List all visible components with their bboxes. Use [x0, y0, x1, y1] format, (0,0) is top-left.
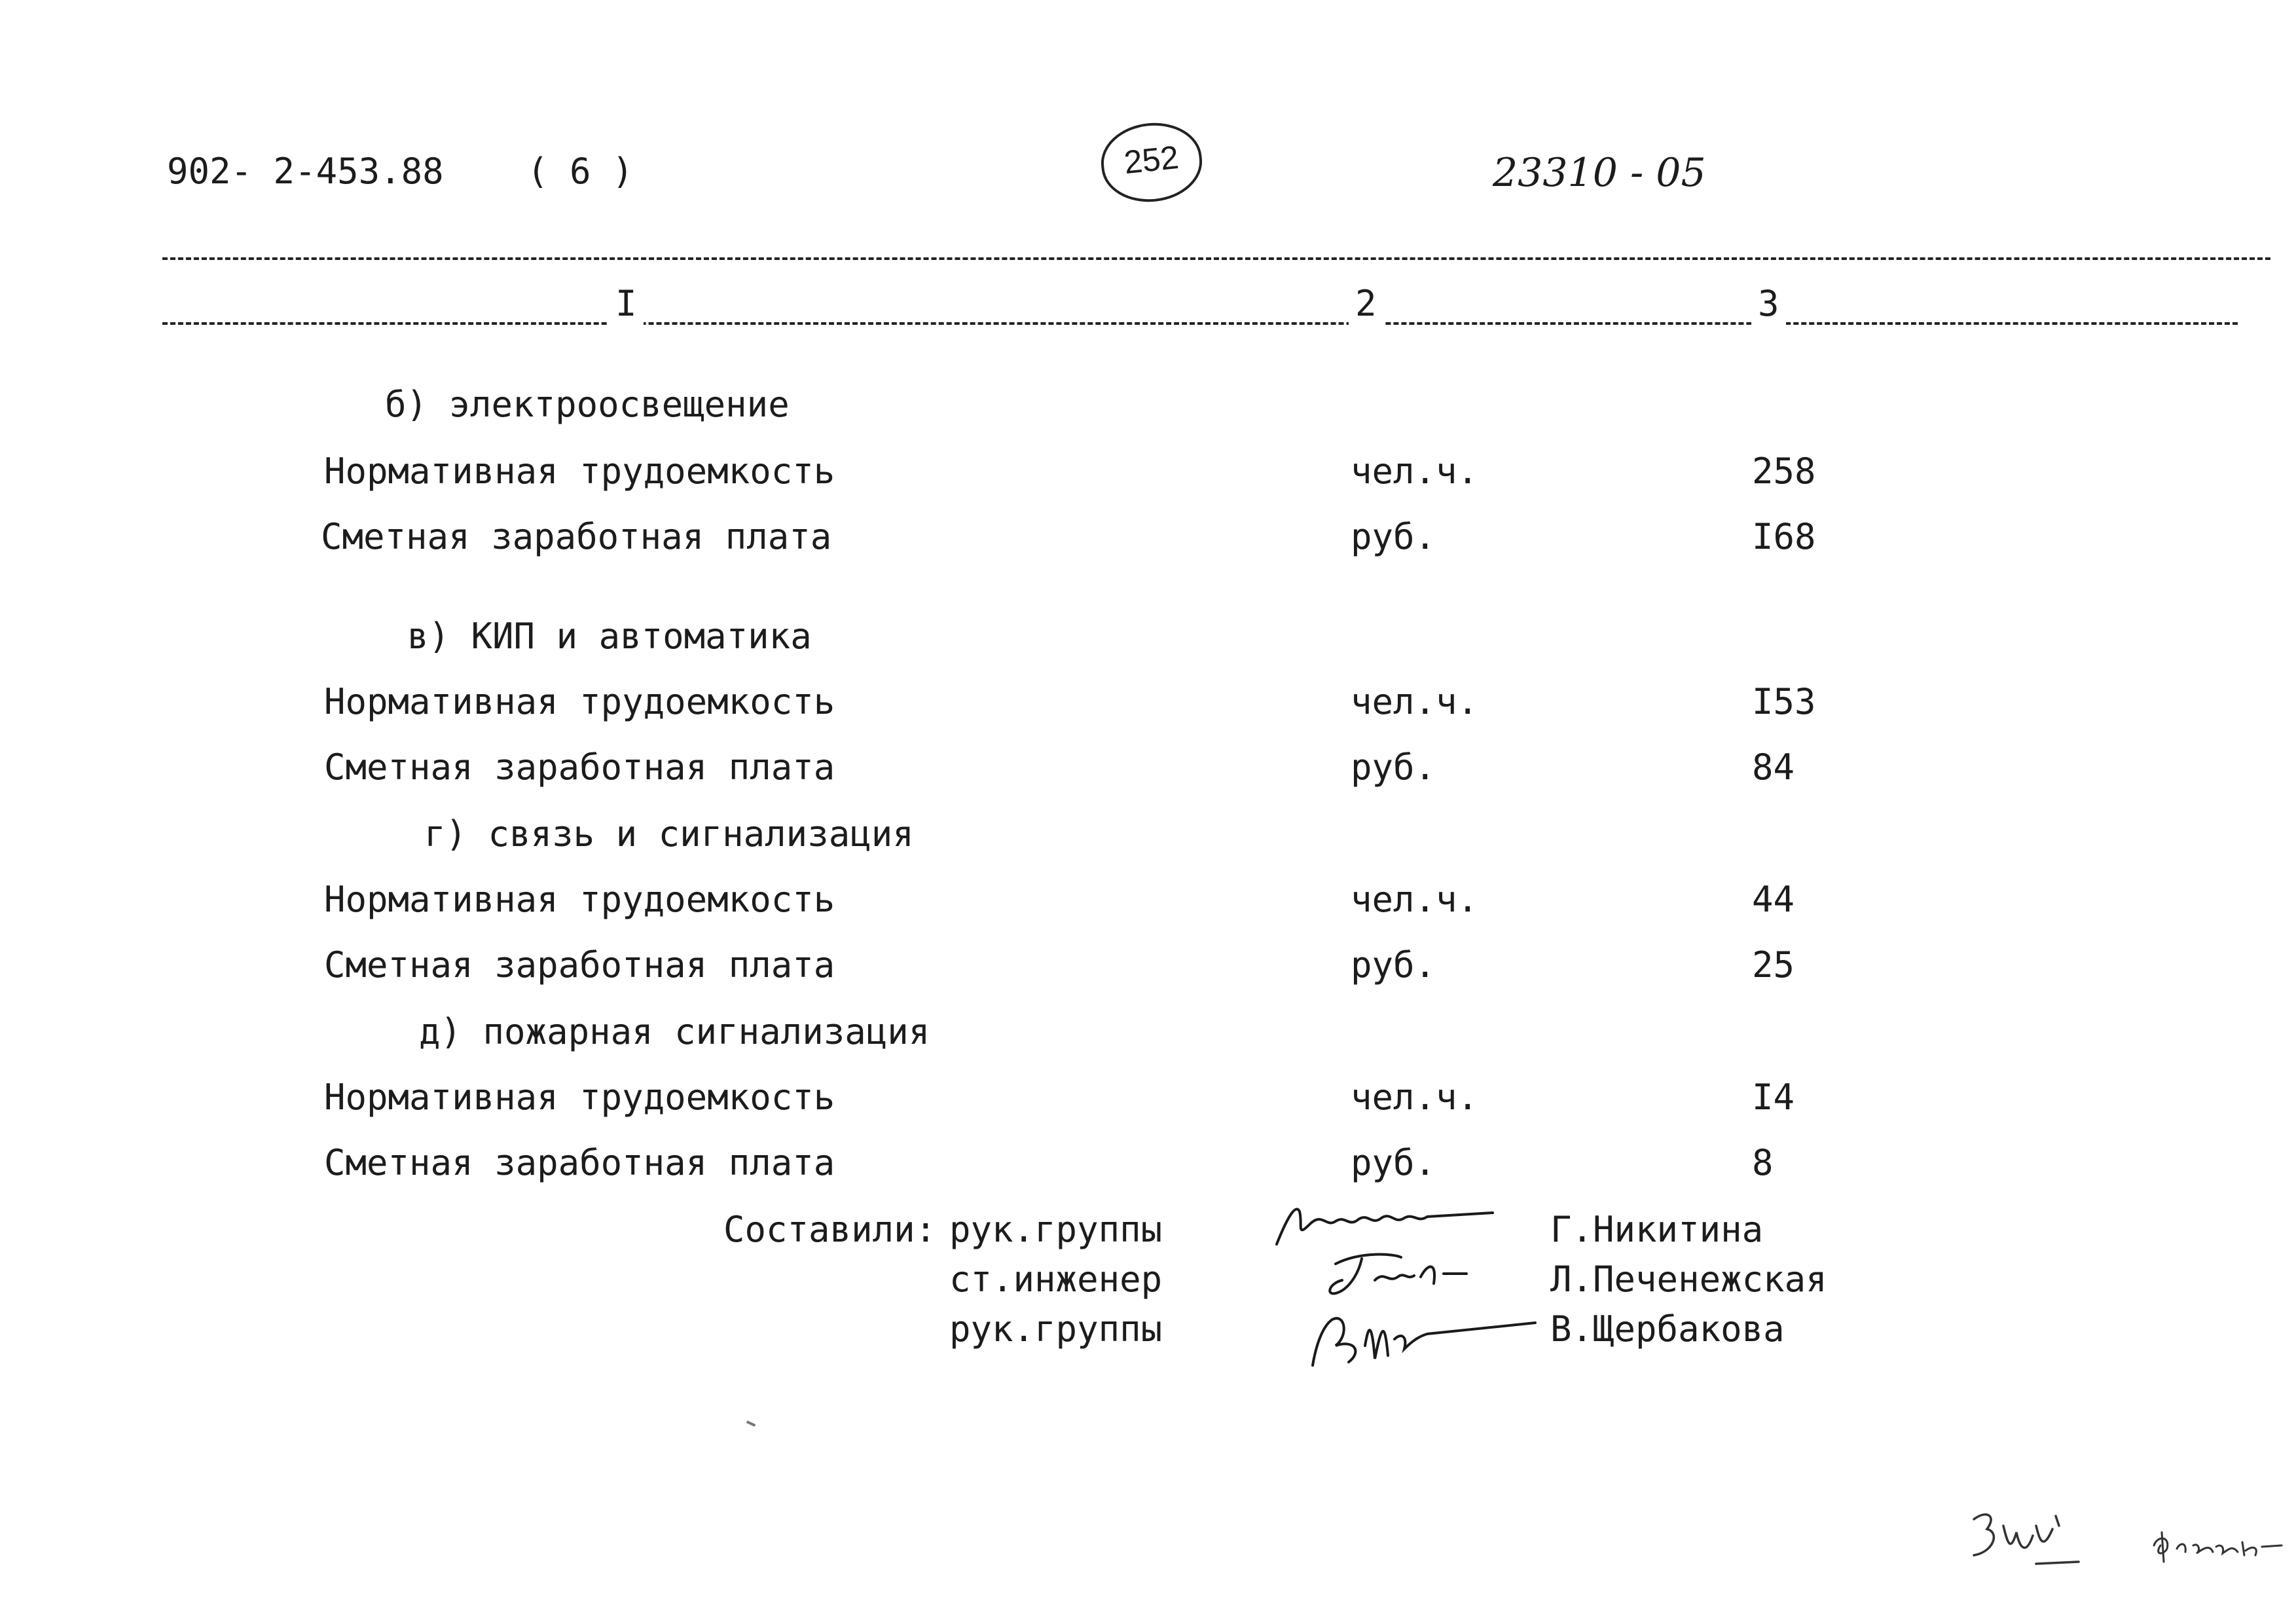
- compiler-name: Г.Никитина: [1550, 1209, 1764, 1250]
- column-header-3: 3: [1751, 283, 1786, 325]
- row-value: 84: [1752, 747, 1795, 788]
- row-name: Сметная заработная плата: [324, 1142, 835, 1183]
- section-title: б) электроосвещение: [385, 384, 790, 425]
- row-name: Сметная заработная плата: [321, 516, 832, 557]
- handwritten-initials: [1958, 1500, 2095, 1578]
- inventory-number: 23310 - 05: [1493, 150, 1706, 196]
- row-name: Сметная заработная плата: [324, 944, 835, 986]
- signature-2: [1322, 1244, 1480, 1303]
- row-unit: чел.ч.: [1351, 1077, 1479, 1118]
- document-part: ( 6 ): [527, 151, 634, 192]
- scan-speck: [746, 1420, 756, 1427]
- row-unit: чел.ч.: [1351, 451, 1479, 492]
- row-value: 258: [1752, 451, 1816, 492]
- row-value: 25: [1752, 944, 1795, 986]
- row-unit: руб.: [1351, 944, 1436, 986]
- row-value: I4: [1752, 1077, 1795, 1118]
- compiler-role: ст.инженер: [949, 1259, 1163, 1300]
- row-value: I53: [1752, 681, 1816, 722]
- row-value: 8: [1752, 1142, 1774, 1183]
- row-unit: чел.ч.: [1351, 879, 1479, 920]
- row-unit: руб.: [1351, 747, 1436, 788]
- section-title: д) пожарная сигнализация: [419, 1011, 930, 1052]
- table-header-rule: [162, 322, 2238, 325]
- row-unit: руб.: [1351, 516, 1436, 557]
- section-title: в) КИП и автоматика: [407, 616, 812, 657]
- compiler-name: Л.Печенежская: [1550, 1259, 1827, 1300]
- row-unit: руб.: [1351, 1142, 1436, 1183]
- compiler-role: рук.группы: [949, 1308, 1163, 1350]
- section-title: г) связь и сигнализация: [424, 813, 914, 855]
- row-value: 44: [1752, 879, 1795, 920]
- compilers-label: Составили:: [723, 1209, 937, 1250]
- row-unit: чел.ч.: [1351, 681, 1479, 722]
- page-number-stamp: [1097, 118, 1206, 206]
- page-number: 252: [1122, 138, 1180, 181]
- compiler-name: В.Щербакова: [1550, 1308, 1785, 1350]
- column-header-1: I: [609, 283, 644, 325]
- column-header-2: 2: [1349, 283, 1383, 325]
- row-name: Нормативная трудоемкость: [324, 681, 835, 722]
- row-name: Сметная заработная плата: [324, 747, 835, 788]
- signature-3: [1303, 1300, 1552, 1378]
- table-top-rule: [162, 257, 2270, 260]
- row-value: I68: [1752, 516, 1816, 557]
- row-name: Нормативная трудоемкость: [324, 451, 835, 492]
- handwritten-note: [2147, 1519, 2291, 1572]
- row-name: Нормативная трудоемкость: [324, 879, 835, 920]
- document-code: 902- 2-453.88: [167, 151, 444, 192]
- compiler-role: рук.группы: [949, 1209, 1163, 1250]
- row-name: Нормативная трудоемкость: [324, 1077, 835, 1118]
- signature-1: [1270, 1198, 1506, 1251]
